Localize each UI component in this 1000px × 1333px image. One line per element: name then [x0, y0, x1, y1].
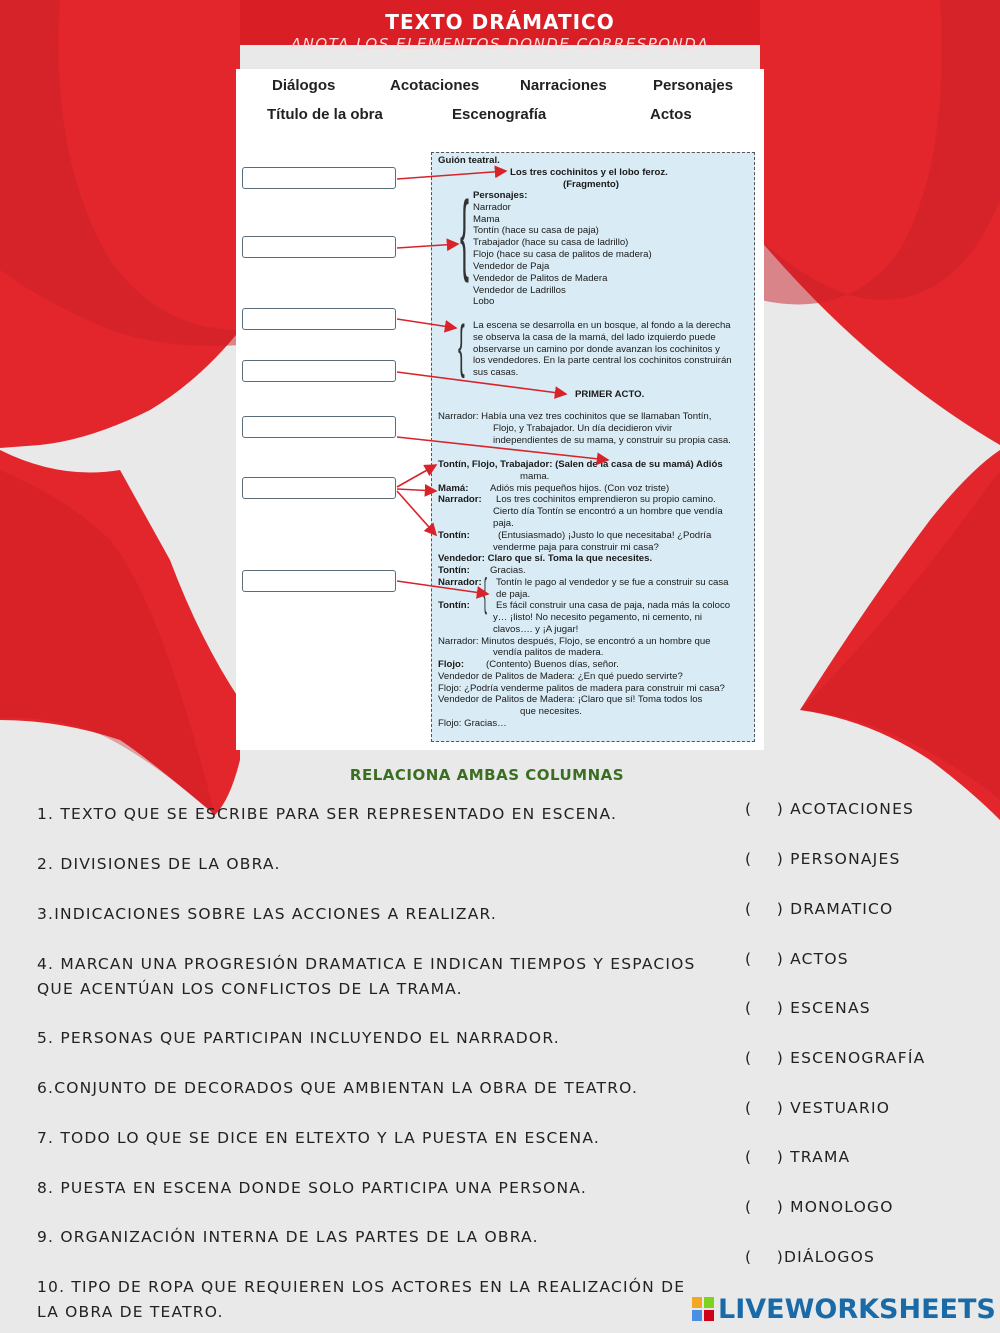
option-item[interactable]: ( ) ESCENAS	[745, 999, 871, 1017]
word-bank-item: Escenografía	[452, 106, 547, 123]
option-item[interactable]: ( ) DRAMATICO	[745, 900, 894, 918]
option-item[interactable]: ( ) ESCENOGRAFÍA	[745, 1049, 926, 1067]
question-item: 9. ORGANIZACIÓN INTERNA DE LAS PARTES DE LA OBRA.	[37, 1228, 539, 1246]
question-item: 4. MARCAN UNA PROGRESIÓN DRAMATICA E INDICAN TIEMPOS Y ESPACIOS QUE ACENTÚAN LOS CONFLICTOS DE LA TRAMA.	[37, 955, 696, 998]
answer-box-5[interactable]	[242, 416, 396, 438]
header	[0, 10, 1000, 53]
brace-icon: {	[458, 314, 465, 379]
brace-icon: {	[460, 184, 470, 284]
answer-box-1[interactable]	[242, 167, 396, 189]
word-bank-item: Título de la obra	[267, 106, 383, 123]
brace-icon: {	[483, 571, 488, 615]
option-item[interactable]: ( ) ACTOS	[745, 950, 849, 968]
question-item: 8. PUESTA EN ESCENA DONDE SOLO PARTICIPA UNA PERSONA.	[37, 1179, 587, 1197]
question-item: 3.INDICACIONES SOBRE LAS ACCIONES A REALIZAR.	[37, 905, 498, 923]
script-excerpt: Guión teatral. Los tres cochinitos y el lobo feroz. (Fragmento) { Personajes: Narrador Mama Tontín (hace su casa de paja) Trabajador (hace su casa de ladrillo) Flojo (hace su casa de palitos de madera) Vendedor de Paja Vendedor de Palitos de Madera Vendedor de Ladrillos Lobo { La escena se desarrolla en un bosque, al fondo a la derecha se observa la casa de la mamá, del lado izquierdo puede observarse un camino por donde avanzan los cochinitos y los vendedores. En la parte central los cochinitos construirán sus casas. PRIMER ACTO. Narrador: Había una vez tres cochinitos que se llamaban Tontín, Flojo, y Trabajador. Un día decidieron vivir independientes de su mama, y construir su propia casa. Tontín, Flojo, Trabajador: (Salen de la casa de su mamá) Adiós mama. Mamá: Adiós mis pequeños hijos. (Con voz triste) Narrador: Los tres cochinitos emprendieron su propio camino. Cierto día Tontín se encontró a un hombre que vendía paja. Tontín: (Entusiasmado) ¡Justo lo que necesitaba! ¿Podría venderme paja para construir mi casa? Vendedor: Claro que sí. Toma la que necesites. Tontín: Gracias. Narrador: { Tontín le pago al vendedor y se fue a construir su casa de paja. Tontín: Es fácil construir una casa de paja, nada más la coloco y… ¡listo! No necesito pegamento, ni cemento, ni clavos…. y ¡A jugar! Narrador: Minutos después, Flojo, se encontró a un hombre que vendía palitos de madera. Flojo: (Contento) Buenos días, señor. Vendedor de Palitos de Madera: ¿En qué puedo servirte? Flojo: ¿Podría venderme palitos de madera para construir mi casa? Vendedor de Palitos de Madera: ¡Claro que sí! Toma todos los que necesites. Flojo: Gracias…	[431, 152, 755, 742]
worksheet-panel	[236, 69, 764, 750]
answer-box-7[interactable]	[242, 570, 396, 592]
option-item[interactable]: ( ) PERSONAJES	[745, 850, 901, 868]
word-bank-item: Acotaciones	[390, 77, 480, 94]
liveworksheets-logo	[692, 1292, 996, 1326]
question-item: 2. DIVISIONES DE LA OBRA.	[37, 855, 281, 873]
word-bank-item: Diálogos	[272, 77, 336, 94]
answer-box-6[interactable]	[242, 477, 396, 499]
option-item[interactable]: ( ) ACOTACIONES	[745, 800, 915, 818]
option-item[interactable]: ( ) VESTUARIO	[745, 1099, 891, 1117]
answer-box-4[interactable]	[242, 360, 396, 382]
question-item: 1. TEXTO QUE SE ESCRIBE PARA SER REPRESENTADO EN ESCENA.	[37, 805, 618, 823]
question-item: 6.CONJUNTO DE DECORADOS QUE AMBIENTAN LA OBRA DE TEATRO.	[37, 1079, 639, 1097]
word-bank-item: Narraciones	[520, 77, 607, 94]
word-bank-item: Personajes	[653, 77, 734, 94]
page-subtitle: ANOTA LOS ELEMENTOS DONDE CORRESPONDA	[290, 35, 710, 53]
page-title: TEXTO DRÁMATICO	[385, 10, 615, 34]
logo-text: LIVEWORKSHEETS	[718, 1293, 996, 1325]
question-item: 7. TODO LO QUE SE DICE EN ELTEXTO Y LA PUESTA EN ESCENA.	[37, 1129, 600, 1147]
question-item: 10. TIPO DE ROPA QUE REQUIEREN LOS ACTORES EN LA REALIZACIÓN DE LA OBRA DE TEATRO.	[37, 1278, 686, 1321]
question-item: 5. PERSONAS QUE PARTICIPAN INCLUYENDO EL NARRADOR.	[37, 1029, 560, 1047]
answer-box-2[interactable]	[242, 236, 396, 258]
word-bank-item: Actos	[650, 106, 692, 123]
option-item[interactable]: ( ) TRAMA	[745, 1148, 851, 1166]
section-title: RELACIONA AMBAS COLUMNAS	[349, 766, 625, 784]
option-item[interactable]: ( ) MONOLOGO	[745, 1198, 894, 1216]
logo-icon	[692, 1297, 714, 1321]
option-item[interactable]: ( )DIÁLOGOS	[745, 1248, 876, 1266]
answer-box-3[interactable]	[242, 308, 396, 330]
